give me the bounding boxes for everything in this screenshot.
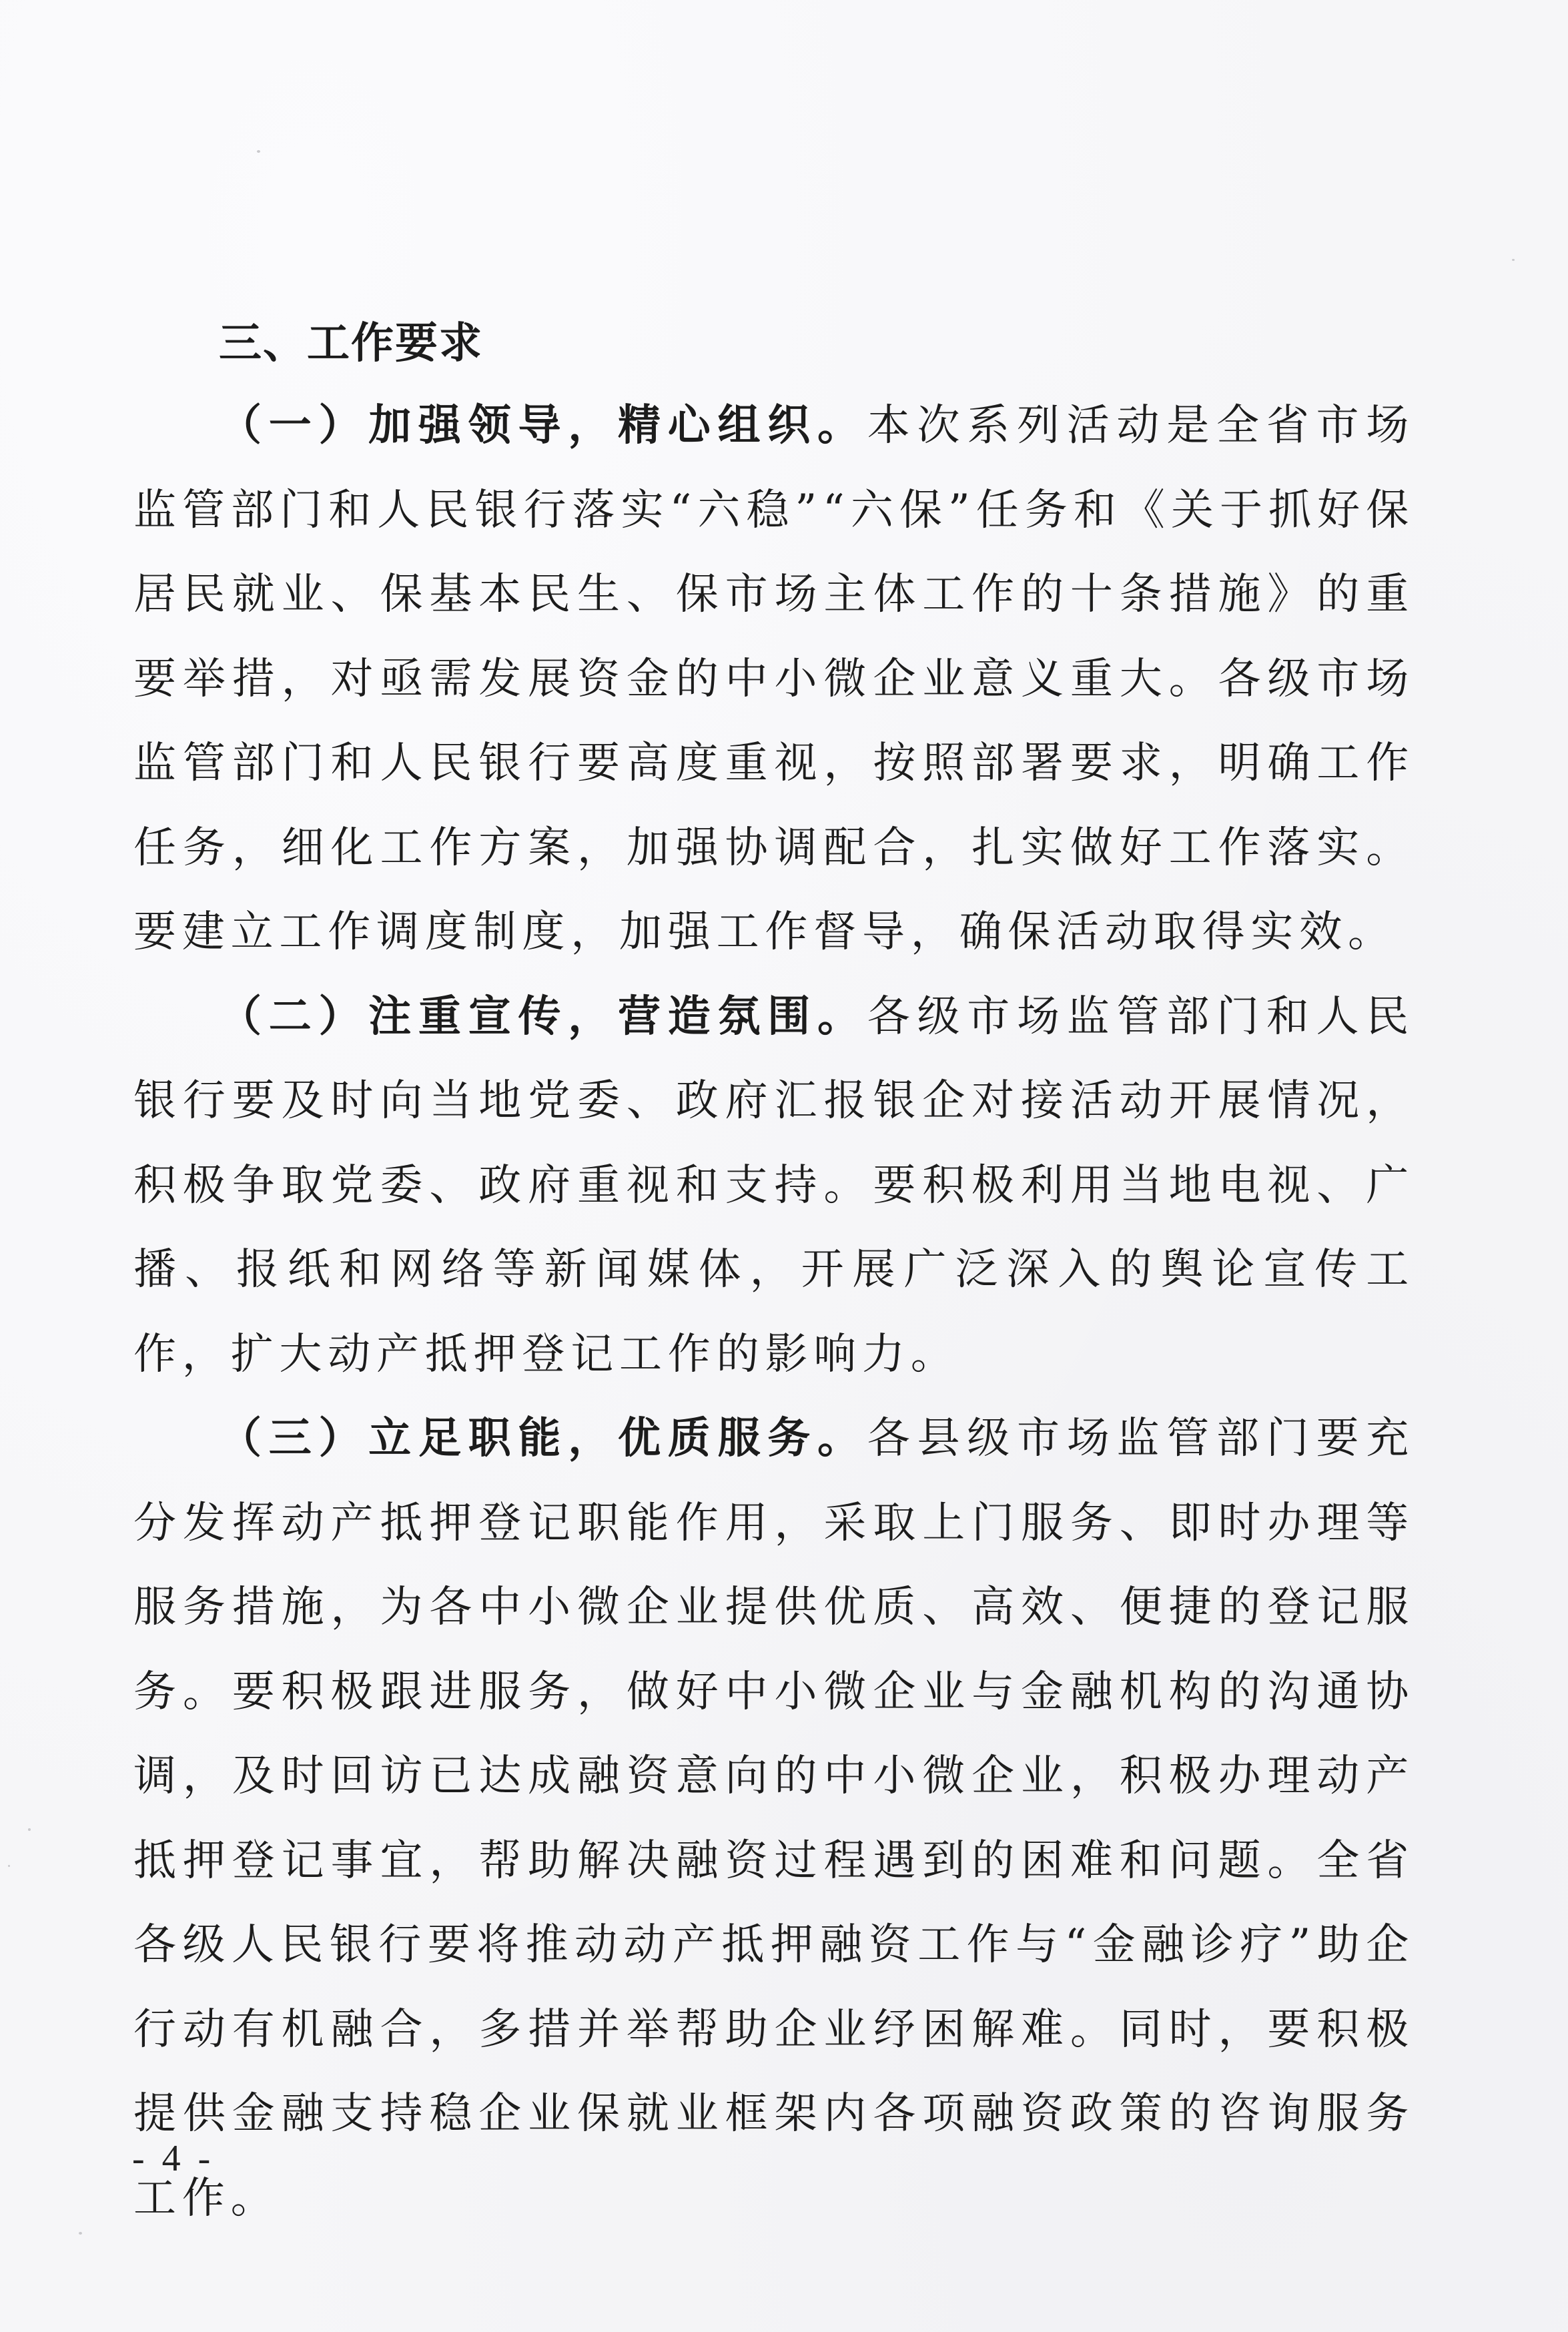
paragraph-3-lead: （三）立足职能，优质服务。 [219,1413,867,1463]
scan-speck [1512,259,1515,261]
section-heading: 三、工作要求 [219,319,483,368]
page-number: - 4 - [132,2138,215,2179]
scan-speck [28,1828,31,1831]
scan-speck [8,1865,10,1867]
paragraph-2 [133,975,1415,1397]
document-body [133,304,1415,2241]
paragraph-2-text: 各级市场监管部门和人民银行要及时向当地党委、政府汇报银企对接活动开展情况，积极争取党委、政府重视和支持。要积极利用当地电视、广播、报纸和网络等新闻媒体，开展广泛深入的舆论宣传工作，扩大动产抵押登记工作的影响力。 [133,992,1415,1379]
paragraph-3 [133,1397,1415,2241]
paragraph-2-lead: （二）注重宣传，营造氛围。 [219,991,867,1042]
paragraph-3-text: 各县级市场监管部门要充分发挥动产抵押登记职能作用，采取上门服务、即时办理等服务措施，为各中小微企业提供优质、高效、便捷的登记服务。要积极跟进服务，做好中小微企业与金融机构的沟通协调，及时回访已达成融资意向的中小微企业，积极办理动产抵押登记事宜，帮助解决融资过程遇到的困难和问题。全省各级人民银行要将推动动产抵押融资工作与“金融诊疗”助企行动有机融合，多措并举帮助企业纾困解难。同时，要积极提供金融支持稳企业保就业框架内各项融资政策的咨询服务工作。 [133,1414,1415,2223]
paragraph-1 [133,384,1415,975]
scan-speck [257,150,260,153]
scan-speck [79,2232,82,2235]
paragraph-1-text: 本次系列活动是全省市场监管部门和人民银行落实“六稳”“六保”任务和《关于抓好保居民就业、保基本民生、保市场主体工作的十条措施》的重要举措，对亟需发展资金的中小微企业意义重大。各级市场监管部门和人民银行要高度重视，按照部署要求，明确工作任务，细化工作方案，加强协调配合，扎实做好工作落实。要建立工作调度制度，加强工作督导，确保活动取得实效。 [133,401,1415,957]
paragraph-1-lead: （一）加强领导，精心组织。 [219,400,867,450]
